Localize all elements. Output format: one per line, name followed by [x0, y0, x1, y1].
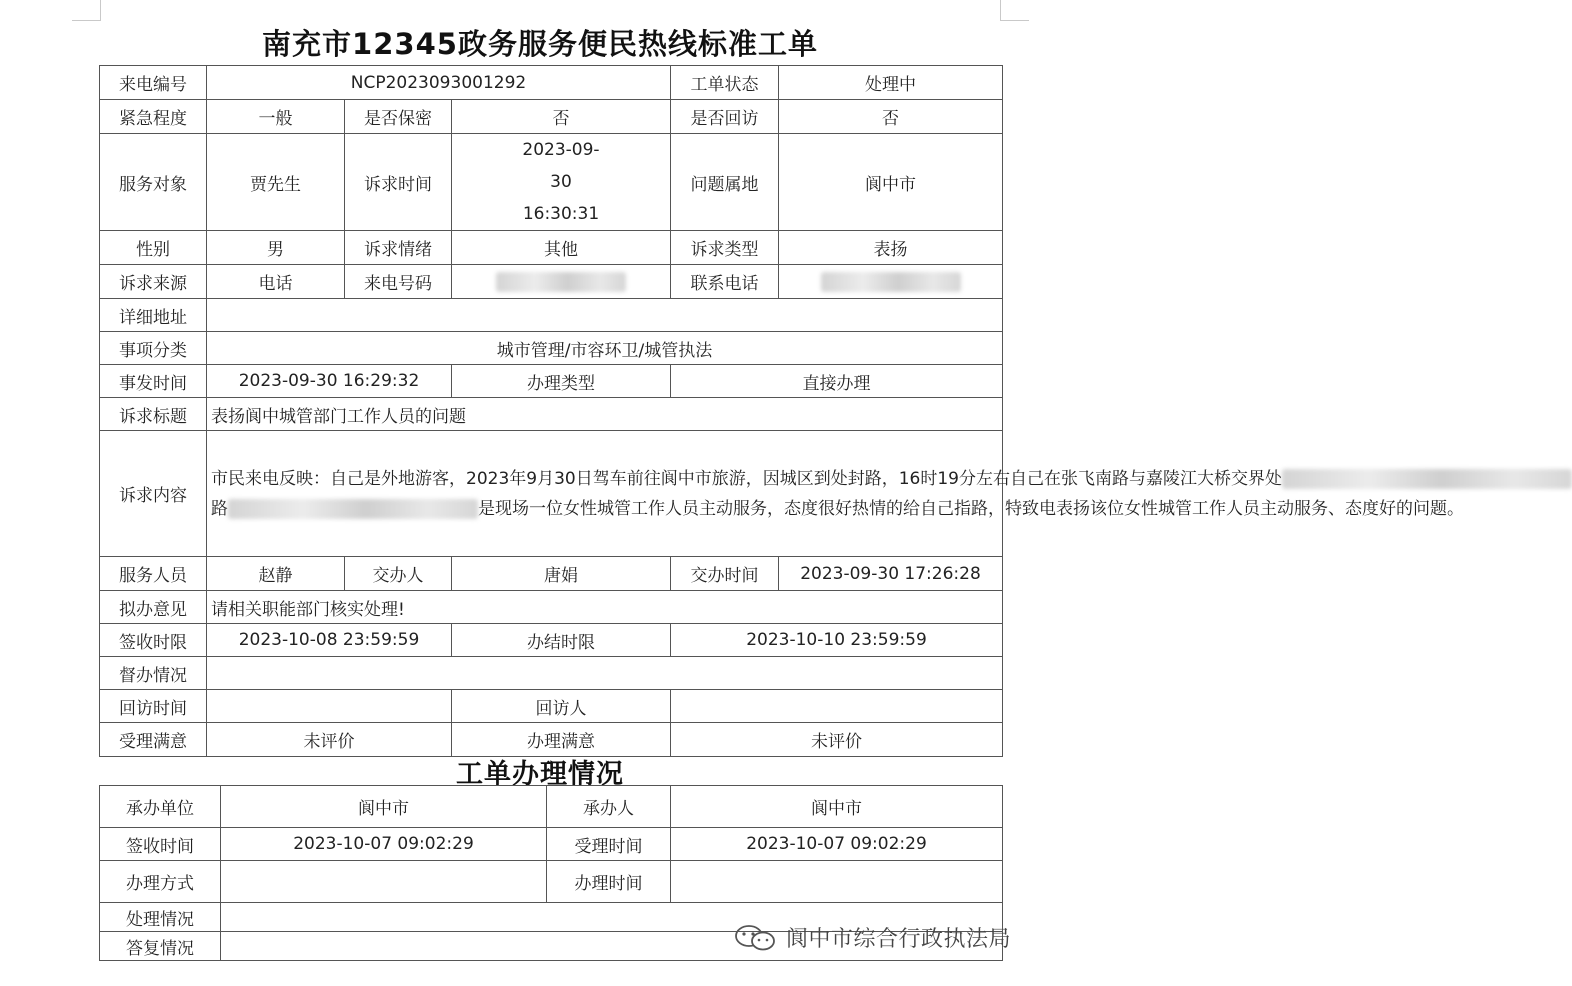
accept-time-label: 受理时间	[547, 828, 671, 861]
content-value	[207, 431, 1464, 557]
source-label: 诉求来源	[100, 265, 207, 299]
section-title: 工单办理情况	[456, 759, 624, 790]
row-supervise	[100, 657, 1003, 690]
source-value: 电话	[207, 265, 345, 299]
client-value: 贾先生	[207, 134, 345, 231]
handle-type-label: 办理类型	[452, 365, 671, 398]
revisitor-value	[671, 690, 1003, 723]
request-time-value: 2023-09-30 16:30:31	[452, 134, 671, 231]
request-type-label: 诉求类型	[671, 231, 779, 265]
request-time-label: 诉求时间	[345, 134, 452, 231]
redacted-text	[1282, 469, 1572, 489]
accept-time-value: 2023-10-07 09:02:29	[671, 828, 1003, 861]
watermark	[734, 922, 1011, 953]
urgency-label: 紧急程度	[100, 100, 207, 134]
accept-satisfaction-value: 未评价	[207, 723, 452, 757]
row-address	[100, 299, 1003, 332]
caller-number-value	[452, 265, 671, 299]
row-urgency	[100, 100, 1003, 134]
handle-time-value	[671, 861, 1003, 903]
secret-value: 否	[452, 100, 671, 134]
gender-label: 性别	[100, 231, 207, 265]
method-value	[221, 861, 547, 903]
content-label: 诉求内容	[100, 431, 207, 557]
row-staff	[100, 557, 1003, 591]
unit-value: 阆中市	[221, 786, 547, 828]
undertaker-label: 承办人	[547, 786, 671, 828]
row-sign-time	[100, 828, 1003, 861]
emotion-label: 诉求情绪	[345, 231, 452, 265]
page-title: 南充市12345政务服务便民热线标准工单	[262, 27, 818, 61]
accept-satisfaction-label: 受理满意	[100, 723, 207, 757]
reply-label: 答复情况	[100, 932, 221, 961]
handle-time-label: 办理时间	[547, 861, 671, 903]
assign-time-value: 2023-09-30 17:26:28	[779, 557, 1003, 591]
staff-value: 赵静	[207, 557, 345, 591]
wechat-icon	[734, 924, 778, 952]
watermark-text: 阆中市综合行政执法局	[786, 927, 1012, 952]
sign-limit-value: 2023-10-08 23:59:59	[207, 624, 452, 657]
page-corner-mark-right	[1000, 0, 1029, 21]
row-occur-time	[100, 365, 1003, 398]
row-category	[100, 332, 1003, 365]
call-no-value: NCP2023093001292	[207, 66, 671, 100]
address-label: 详细地址	[100, 299, 207, 332]
content-text-2: 路	[211, 498, 228, 519]
subject-label: 诉求标题	[100, 398, 207, 431]
occur-time-label: 事发时间	[100, 365, 207, 398]
call-no-label: 来电编号	[100, 66, 207, 100]
sign-time-label: 签收时间	[100, 828, 221, 861]
category-label: 事项分类	[100, 332, 207, 365]
revisit-time-value	[207, 690, 452, 723]
sign-limit-label: 签收时限	[100, 624, 207, 657]
assigner-value: 唐娟	[452, 557, 671, 591]
page-corner-mark-left	[72, 0, 101, 21]
subject-value: 表扬阆中城管部门工作人员的问题	[207, 398, 1003, 431]
gender-value: 男	[207, 231, 345, 265]
row-call-no	[100, 66, 1003, 100]
contact-phone-label: 联系电话	[671, 265, 779, 299]
region-label: 问题属地	[671, 134, 779, 231]
category-value: 城市管理/市容环卫/城管执法	[207, 332, 1003, 365]
row-gender	[100, 231, 1003, 265]
row-unit	[100, 786, 1003, 828]
supervise-value	[207, 657, 1003, 690]
situation-label: 处理情况	[100, 903, 221, 932]
finish-limit-value: 2023-10-10 23:59:59	[671, 624, 1003, 657]
redacted-phone	[821, 272, 961, 292]
handle-satisfaction-value: 未评价	[671, 723, 1003, 757]
row-method	[100, 861, 1003, 903]
handle-type-value: 直接办理	[671, 365, 1003, 398]
opinion-label: 拟办意见	[100, 591, 207, 624]
row-content	[100, 431, 1003, 557]
contact-phone-value	[779, 265, 1003, 299]
unit-label: 承办单位	[100, 786, 221, 828]
method-label: 办理方式	[100, 861, 221, 903]
assigner-label: 交办人	[345, 557, 452, 591]
row-revisit-time	[100, 690, 1003, 723]
supervise-label: 督办情况	[100, 657, 207, 690]
finish-limit-label: 办结时限	[452, 624, 671, 657]
secret-label: 是否保密	[345, 100, 452, 134]
status-value: 处理中	[779, 66, 1003, 100]
row-subject	[100, 398, 1003, 431]
client-label: 服务对象	[100, 134, 207, 231]
revisitor-label: 回访人	[452, 690, 671, 723]
assign-time-label: 交办时间	[671, 557, 779, 591]
revisit-time-label: 回访时间	[100, 690, 207, 723]
row-source	[100, 265, 1003, 299]
address-value	[207, 299, 1003, 332]
row-client	[100, 134, 1003, 231]
caller-number-label: 来电号码	[345, 265, 452, 299]
sign-time-value: 2023-10-07 09:02:29	[221, 828, 547, 861]
undertaker-value: 阆中市	[671, 786, 1003, 828]
revisit-label: 是否回访	[671, 100, 779, 134]
request-type-value: 表扬	[779, 231, 1003, 265]
row-opinion	[100, 591, 1003, 624]
staff-label: 服务人员	[100, 557, 207, 591]
content-text-1: 市民来电反映：自己是外地游客，2023年9月30日驾车前往阆中市旅游，因城区到处封路，16时19分左右自己在张飞南路与嘉陵江大桥交界处	[211, 468, 1282, 489]
redacted-phone	[496, 272, 626, 292]
region-value: 阆中市	[779, 134, 1003, 231]
work-order-table	[99, 65, 1464, 757]
urgency-value: 一般	[207, 100, 345, 134]
redacted-text	[228, 499, 478, 519]
occur-time-value: 2023-09-30 16:29:32	[207, 365, 452, 398]
content-text-3: 是现场一位女性城管工作人员主动服务，态度很好热情的给自己指路，特致电表扬该位女性城管工作人员主动服务、态度好的问题。	[478, 498, 1464, 519]
revisit-value: 否	[779, 100, 1003, 134]
emotion-value: 其他	[452, 231, 671, 265]
handle-satisfaction-label: 办理满意	[452, 723, 671, 757]
row-sign-limit	[100, 624, 1003, 657]
opinion-value: 请相关职能部门核实处理!	[207, 591, 1003, 624]
status-label: 工单状态	[671, 66, 779, 100]
